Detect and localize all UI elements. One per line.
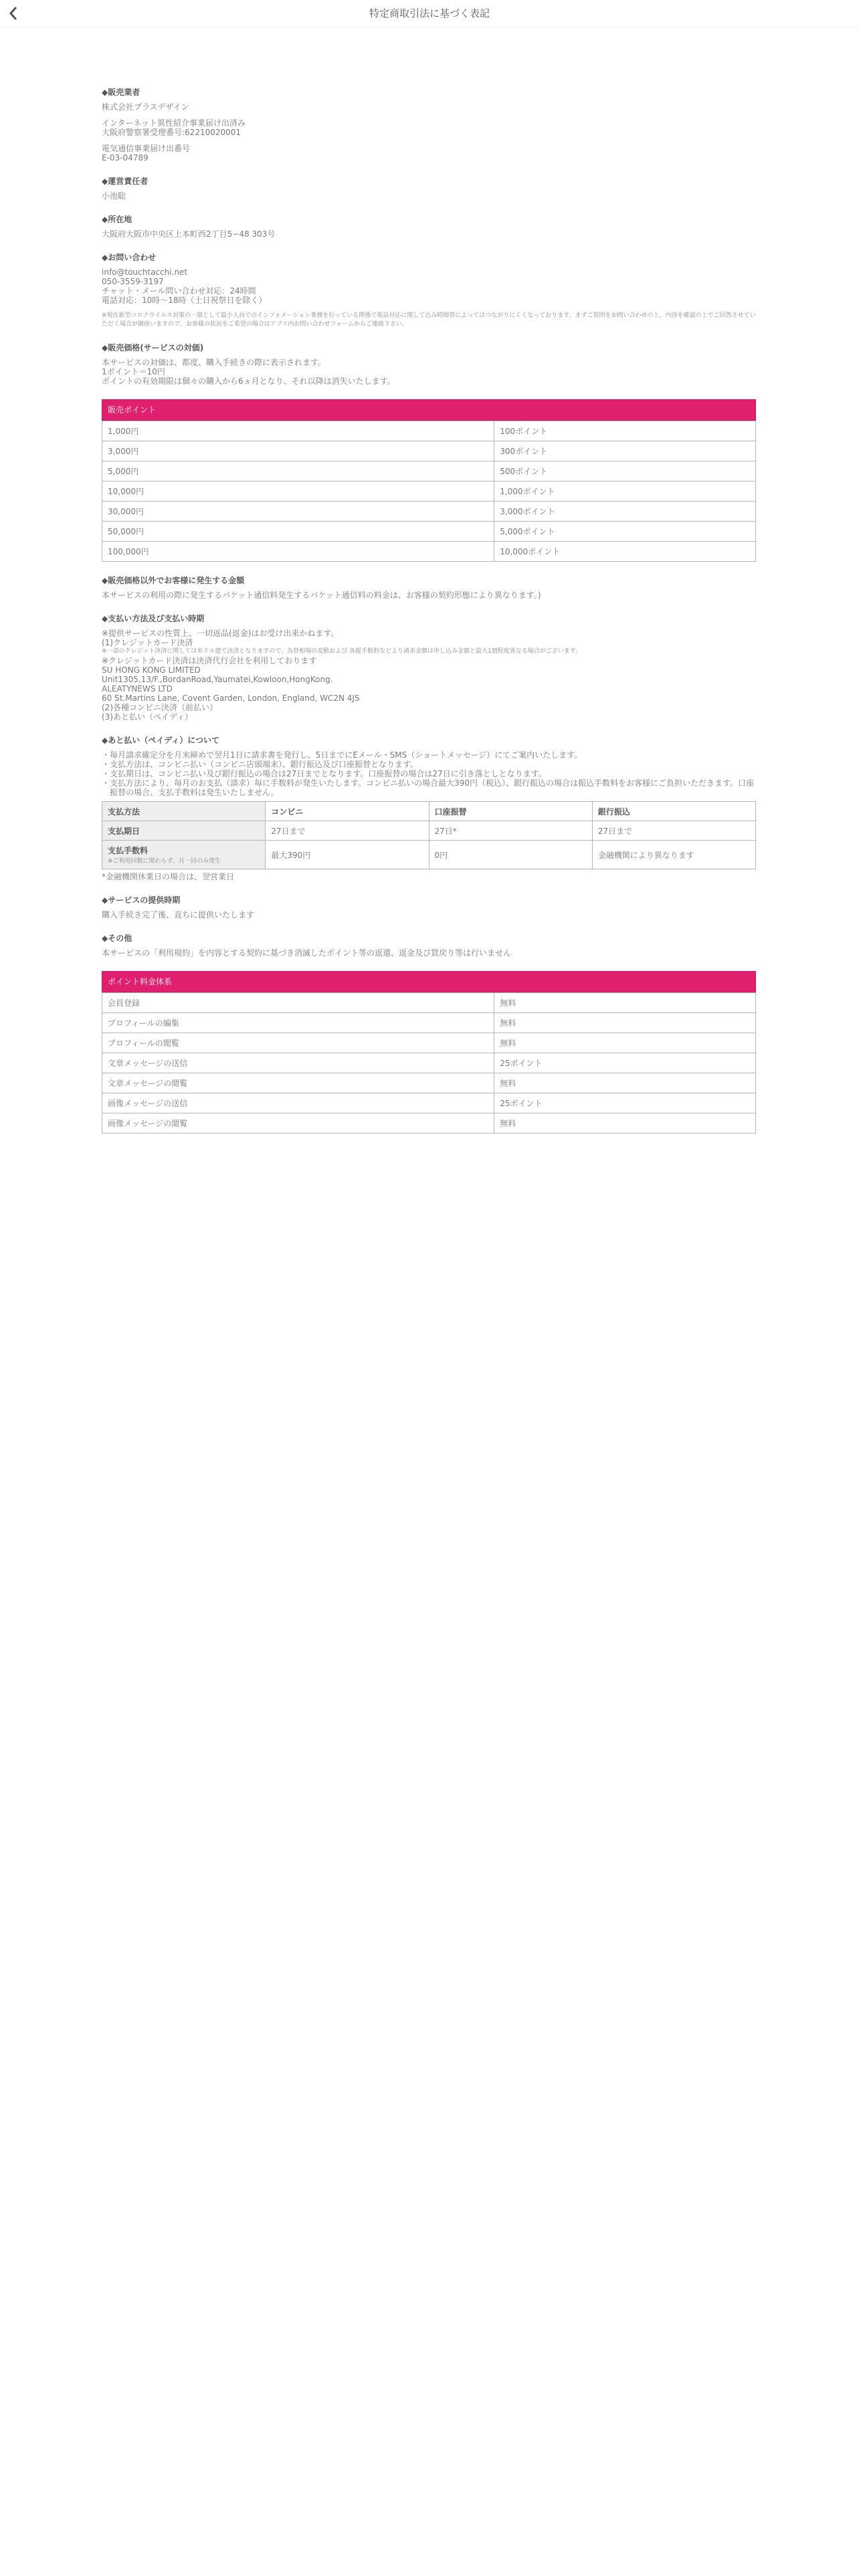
payment-line: (1)クレジットカード決済 [102,638,193,647]
table-row [102,1113,756,1134]
points-cell: 10,000ポイント [494,542,756,562]
seller-title: ◆販売業者 [102,88,140,97]
paidy-due-label: 支払期日 [102,821,266,841]
payment-line: (2)各種コンビニ決済（前払い） [102,703,217,712]
fee-item-cell: 画像メッセージの送信 [102,1093,494,1113]
price-cell: 50,000円 [102,522,494,542]
contact-email-link[interactable]: info@touchtacchi.net [102,267,188,277]
table-row [102,542,756,562]
fee-item-cell: 会員登録 [102,993,494,1013]
price-info-line: 本サービスの対価は、都度、購入手続きの際に表示されます。 [102,358,326,367]
address-title: ◆所在地 [102,215,132,224]
price-info-title: ◆販売価格(サービスの対価) [102,343,204,352]
price-cell: 3,000円 [102,441,494,461]
table-row [102,502,756,522]
price-info-section [102,342,756,386]
extra-fees-section [102,575,756,600]
fee-cost-cell: 無料 [494,1013,756,1033]
paidy-fee-cell: 金融機関により異なります [592,841,755,869]
paidy-fee-label-cell [102,841,266,869]
price-cell: 5,000円 [102,461,494,481]
fee-cost-cell: 25ポイント [494,1053,756,1073]
delivery-text: 購入手続き完了後、直ちに提供いたします [102,910,255,920]
paidy-col-method: 支払方法 [102,802,266,821]
paidy-col-bank: 銀行振込 [592,802,755,821]
payment-line: Unit1305,13/F.,BordanRoad,Yaumatei,Kowloon,HongKong. [102,675,333,684]
paidy-item: ・支払期日は、コンビニ払い及び銀行振込の場合は27日までとなります。口座振替の場合は27日に引き落としとなります。 [102,769,547,778]
fee-cost-cell: 無料 [494,993,756,1013]
manager-section [102,176,756,201]
points-cell: 100ポイント [494,421,756,441]
address-section [102,214,756,239]
paidy-col-conbini: コンビニ [266,802,429,821]
payment-line: 60 St.Martins Lane, Covent Garden, London, England, WC2N 4JS [102,693,360,703]
fee-cost-cell: 無料 [494,1073,756,1093]
manager-name: 小池聡 [102,191,126,201]
other-title: ◆その他 [102,934,132,943]
isp-notice: インターネット異性紹介事業届け出済み [102,118,246,128]
fee-cost-cell: 25ポイント [494,1093,756,1113]
paidy-due-cell: 27日まで [592,821,755,841]
points-cell: 1,000ポイント [494,481,756,502]
table-row [102,441,756,461]
main-content [102,87,756,1147]
top-bar [0,0,859,27]
paidy-due-cell: 27日まで [266,821,429,841]
paidy-item: ・支払方法は、コンビニ払い（コンビニ店頭端末）、銀行振込及び口座振替となります。 [102,760,419,769]
manager-title: ◆運営責任者 [102,177,149,186]
payment-line: ALEATYNEWS LTD [102,684,173,693]
covid-note: ※現在新型コロナウイルス対策の一環として最小人員でのインフォメーション業務を行っている関係で電話対応に関して込み時間帯によってはつながりにくくなっております。まずご質問をお問い合わせの上、内容を確認の上でご回答させていただく場合が御座いますので、お客様の状況をご希望の場合はアプリ内お問い合わせフォームからご連絡下さい。 [102,312,756,328]
payment-line: SU HONG KONG LIMITED [102,665,201,675]
paidy-fee-cell: 最大390円 [266,841,429,869]
points-cell: 300ポイント [494,441,756,461]
price-cell: 30,000円 [102,502,494,522]
fee-item-cell: プロフィールの編集 [102,1013,494,1033]
paidy-fee-cell: 0円 [429,841,592,869]
seller-section [102,87,756,163]
fee-table-header: ポイント料金体系 [102,971,756,992]
extra-fees-title: ◆販売価格以外でお客様に発生する金額 [102,576,245,585]
police-number: 大阪府警察署受理番号:62210020001 [102,128,242,137]
points-cell: 5,000ポイント [494,522,756,542]
other-section [102,933,756,958]
contact-section [102,252,756,329]
paidy-footnote: *金融機関休業日の場合は、翌営業日 [102,872,235,881]
table-row [102,1053,756,1073]
paidy-title: ◆あと払い（ペイディ）について [102,736,220,745]
telecom-notice: 電気通信事業届け出番号 [102,144,191,153]
table-row [102,802,756,821]
fee-cost-cell: 無料 [494,1113,756,1134]
points-cell: 3,000ポイント [494,502,756,522]
table-row [102,993,756,1013]
contact-phone-link[interactable]: 050-3559-3197 [102,277,164,286]
price-cell: 1,000円 [102,421,494,441]
other-text: 本サービスの「利用規約」を内容とする契約に基づき消滅したポイント等の返還、返金及び買戻り等は行いません [102,948,512,958]
paidy-table [102,801,756,869]
table-row [102,522,756,542]
table-row [102,1013,756,1033]
table-row [102,1033,756,1053]
price-info-line: ポイントの有効期限は個々の購入から6ヵ月となり、それ以降は消失いたします。 [102,377,395,386]
paidy-fee-sub: ※ご利用回数に関わらず、月一回のみ発生 [108,858,221,865]
payment-note: ※一部のクレジット決済に関しては米ドル建て決済となりますので、為替相場の変動および 各提手数料などより請求金額は申し込み金額と最大1割程度異なる場合がございます。 [102,648,582,655]
paidy-item: ・毎月請求確定分を月末締めで翌月1日に請求書を発行し、5日までにEメール・SMS（ショートメッセージ）にてご案内いたします。 [102,750,583,760]
table-row [102,841,756,869]
paidy-item: ・支払方法により、毎月のお支払（請求）毎に手数料が発生いたします。コンビニ払いの場合最大390円（税込）、銀行振込の場合は振込手数料をお客様にご負担いただきます。口座振替の場合、支払手数料は発生いたしません。 [102,778,754,797]
payment-method-title: ◆支払い方法及び支払い時期 [102,614,205,623]
table-row [102,1073,756,1093]
fee-item-cell: 文章メッセージの送信 [102,1053,494,1073]
payment-line: ※クレジットカード決済は決済代行会社を利用しております [102,656,317,665]
fee-table-section [102,971,756,1134]
price-info-line: 1ポイント＝10円 [102,367,165,377]
extra-fees-text: 本サービスの利用の際に発生するパケット通信料発生するパケット通信料の料金は、お客様の契約形態により異なります。) [102,591,541,600]
fee-item-cell: 画像メッセージの閲覧 [102,1113,494,1134]
table-row [102,461,756,481]
telecom-number: E-03-04789 [102,153,149,163]
page-title: 特定商取引法に基づく表記 [369,7,490,19]
chat-hours: チャット・メール問い合わせ対応：24時間 [102,286,256,296]
table-row [102,481,756,502]
fee-table [102,992,756,1134]
paidy-due-cell: 27日* [429,821,592,841]
phone-hours: 電話対応：10時〜18時（土日祝祭日を除く） [102,296,267,305]
paidy-fee-label: 支払手数料 [108,846,149,855]
table-row [102,1093,756,1113]
address-value: 大阪府大阪市中央区上本町西2丁目5−48 303号 [102,229,276,239]
payment-line: (3)あと払い（ペイディ） [102,712,193,722]
fee-item-cell: 文章メッセージの閲覧 [102,1073,494,1093]
paidy-col-debit: 口座振替 [429,802,592,821]
fee-item-cell: プロフィールの閲覧 [102,1033,494,1053]
seller-company: 株式会社プラスデザイン [102,102,189,112]
points-cell: 500ポイント [494,461,756,481]
delivery-section [102,895,756,920]
price-cell: 100,000円 [102,542,494,562]
price-cell: 10,000円 [102,481,494,502]
payment-line: ※提供サービスの性質上、一切返品(返金)はお受け出来かねます。 [102,629,339,638]
points-table-section [102,399,756,562]
payment-method-section [102,613,756,722]
contact-title: ◆お問い合わせ [102,253,157,262]
table-row [102,821,756,841]
fee-cost-cell: 無料 [494,1033,756,1053]
points-table [102,421,756,562]
table-row [102,421,756,441]
points-table-header: 販売ポイント [102,399,756,421]
delivery-title: ◆サービスの提供時期 [102,895,181,905]
paidy-section [102,735,756,881]
